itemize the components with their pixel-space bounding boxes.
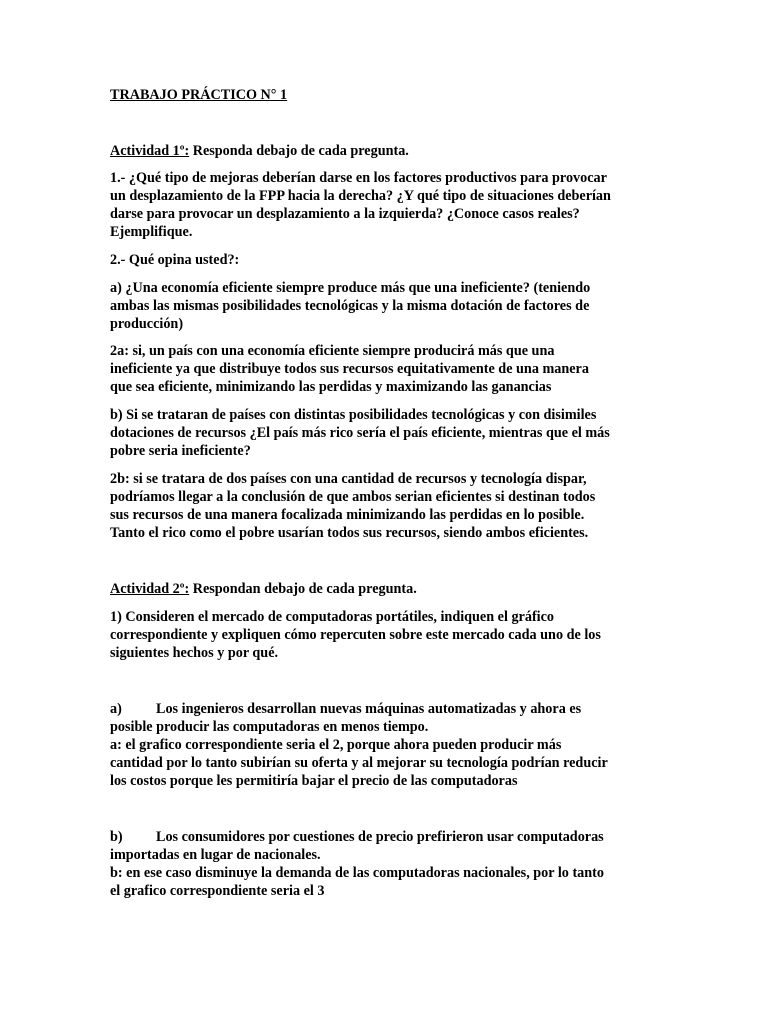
item-b-answer-line: el grafico correspondiente seria el 3	[110, 883, 325, 899]
item-a-answer-line: cantidad por lo tanto subirían su oferta y al mejorar su tecnología podrían reducir	[110, 755, 608, 771]
q2b-line: dotaciones de recursos ¿El país más rico sería el país eficiente, mientras que el más	[110, 425, 610, 441]
item-a-marker: a)	[110, 701, 122, 717]
q1-line: Ejemplifique.	[110, 224, 193, 240]
q1-line: un desplazamiento de la FPP hacia la derecha? ¿Y qué tipo de situaciones deberían	[110, 188, 611, 204]
activity1-label: Actividad 1º:	[110, 143, 190, 159]
document-page	[110, 0, 660, 1024]
a2b-line: podríamos llegar a la conclusión de que ambos serian eficientes si destinan todos	[110, 489, 596, 505]
activity1-heading	[110, 142, 409, 160]
item-a-line	[110, 700, 581, 718]
activity2-instruction: Respondan debajo de cada pregunta.	[189, 581, 417, 597]
q1-line: 1.- ¿Qué tipo de mejoras deberían darse en los factores productivos para provocar	[110, 170, 607, 186]
item-a-answer-line: a: el grafico correspondiente seria el 2, porque ahora pueden producir más	[110, 737, 562, 753]
item-b-line	[110, 828, 604, 846]
q1-line: darse para provocar un desplazamiento a la izquierda? ¿Conoce casos reales?	[110, 206, 580, 222]
a2a-line: ineficiente ya que distribuye todos sus recursos equitativamente de una manera	[110, 361, 589, 377]
act2-q1-line: correspondiente y expliquen cómo repercuten sobre este mercado cada uno de los	[110, 627, 601, 643]
item-a-answer-line: los costos porque les permitiría bajar el precio de las computadoras	[110, 773, 518, 789]
q2b-line: b) Si se trataran de países con distintas posibilidades tecnológicas y con disimiles	[110, 407, 597, 423]
act2-q1-line: siguientes hechos y por qué.	[110, 645, 279, 661]
q2a-line: ambas las mismas posibilidades tecnológicas y la misma dotación de factores de	[110, 298, 590, 314]
a2b-line: Tanto el rico como el pobre usarían todos sus recursos, siendo ambos eficientes.	[110, 525, 589, 541]
a2a-line: que sea eficiente, minimizando las perdidas y maximizando las ganancias	[110, 379, 552, 395]
a2a-line: 2a: si, un país con una economía eficiente siempre producirá más que una	[110, 343, 555, 359]
q2b-line: pobre seria ineficiente?	[110, 443, 251, 459]
item-b-text: Los consumidores por cuestiones de precio prefirieron usar computadoras	[156, 829, 604, 845]
a2b-line: 2b: si se tratara de dos países con una cantidad de recursos y tecnología dispar,	[110, 471, 587, 487]
a2b-line: sus recursos de una manera focalizada minimizando las perdidas en lo posible.	[110, 507, 585, 523]
act2-q1-line: 1) Consideren el mercado de computadoras portátiles, indiquen el gráfico	[110, 609, 554, 625]
item-a-text-rest: posible producir las computadoras en menos tiempo.	[110, 719, 429, 735]
activity2-label: Actividad 2º:	[110, 581, 190, 597]
activity2-heading	[110, 580, 417, 598]
item-b-marker: b)	[110, 829, 123, 845]
document-title: TRABAJO PRÁCTICO N° 1	[110, 87, 288, 103]
item-b-answer-line: b: en ese caso disminuye la demanda de las computadoras nacionales, por lo tanto	[110, 865, 604, 881]
q2a-line: a) ¿Una economía eficiente siempre produce más que una ineficiente? (teniendo	[110, 280, 591, 296]
activity1-instruction: Responda debajo de cada pregunta.	[189, 143, 409, 159]
q2-heading: 2.- Qué opina usted?:	[110, 252, 240, 268]
q2a-line: producción)	[110, 316, 184, 332]
item-a-text: Los ingenieros desarrollan nuevas máquinas automatizadas y ahora es	[156, 701, 582, 717]
item-b-text-rest: importadas en lugar de nacionales.	[110, 847, 321, 863]
